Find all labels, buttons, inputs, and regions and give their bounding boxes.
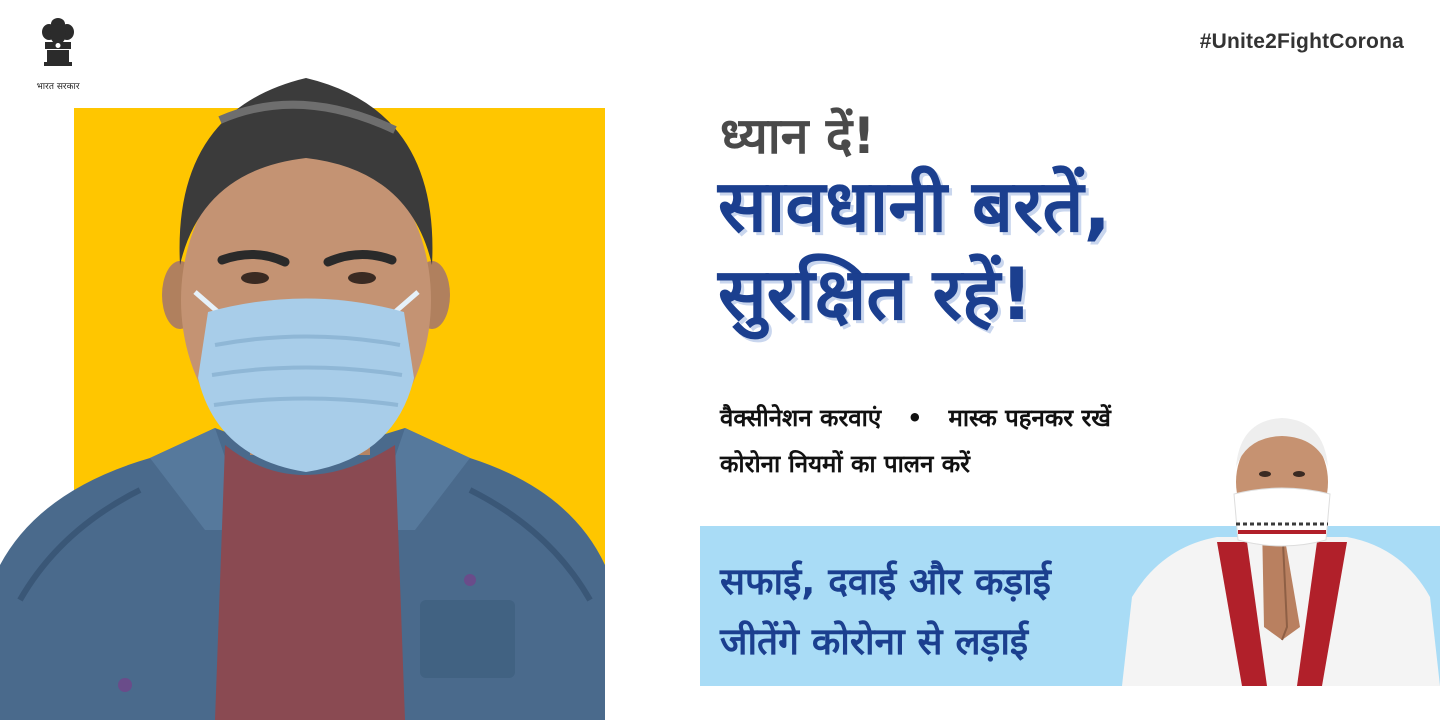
attention-heading: ध्यान दें!	[720, 107, 876, 165]
bullet-separator: •	[907, 404, 923, 432]
main-heading	[718, 162, 1111, 338]
main-heading-line-2: सुरक्षित रहें!	[718, 252, 1034, 336]
emblem-caption: भारत सरकार	[36, 82, 80, 92]
slogan	[720, 552, 1051, 672]
guideline-mask: मास्क पहनकर रखें	[948, 404, 1111, 432]
guideline-vaccination: वैक्सीनेशन करवाएं	[720, 404, 882, 432]
guidelines-list	[720, 395, 1111, 487]
hashtag: #Unite2FightCorona	[1199, 30, 1404, 53]
masked-man-photo	[0, 60, 610, 720]
slogan-line-1: सफाई, दवाई और कड़ाई	[720, 560, 1051, 603]
guideline-covid-rules: कोरोना नियमों का पालन करें	[720, 450, 970, 478]
main-heading-line-1: सावधानी बरतें,	[718, 164, 1111, 248]
slogan-line-2: जीतेंगे कोरोना से लड़ाई	[720, 620, 1029, 663]
pm-portrait-photo	[1122, 412, 1440, 686]
